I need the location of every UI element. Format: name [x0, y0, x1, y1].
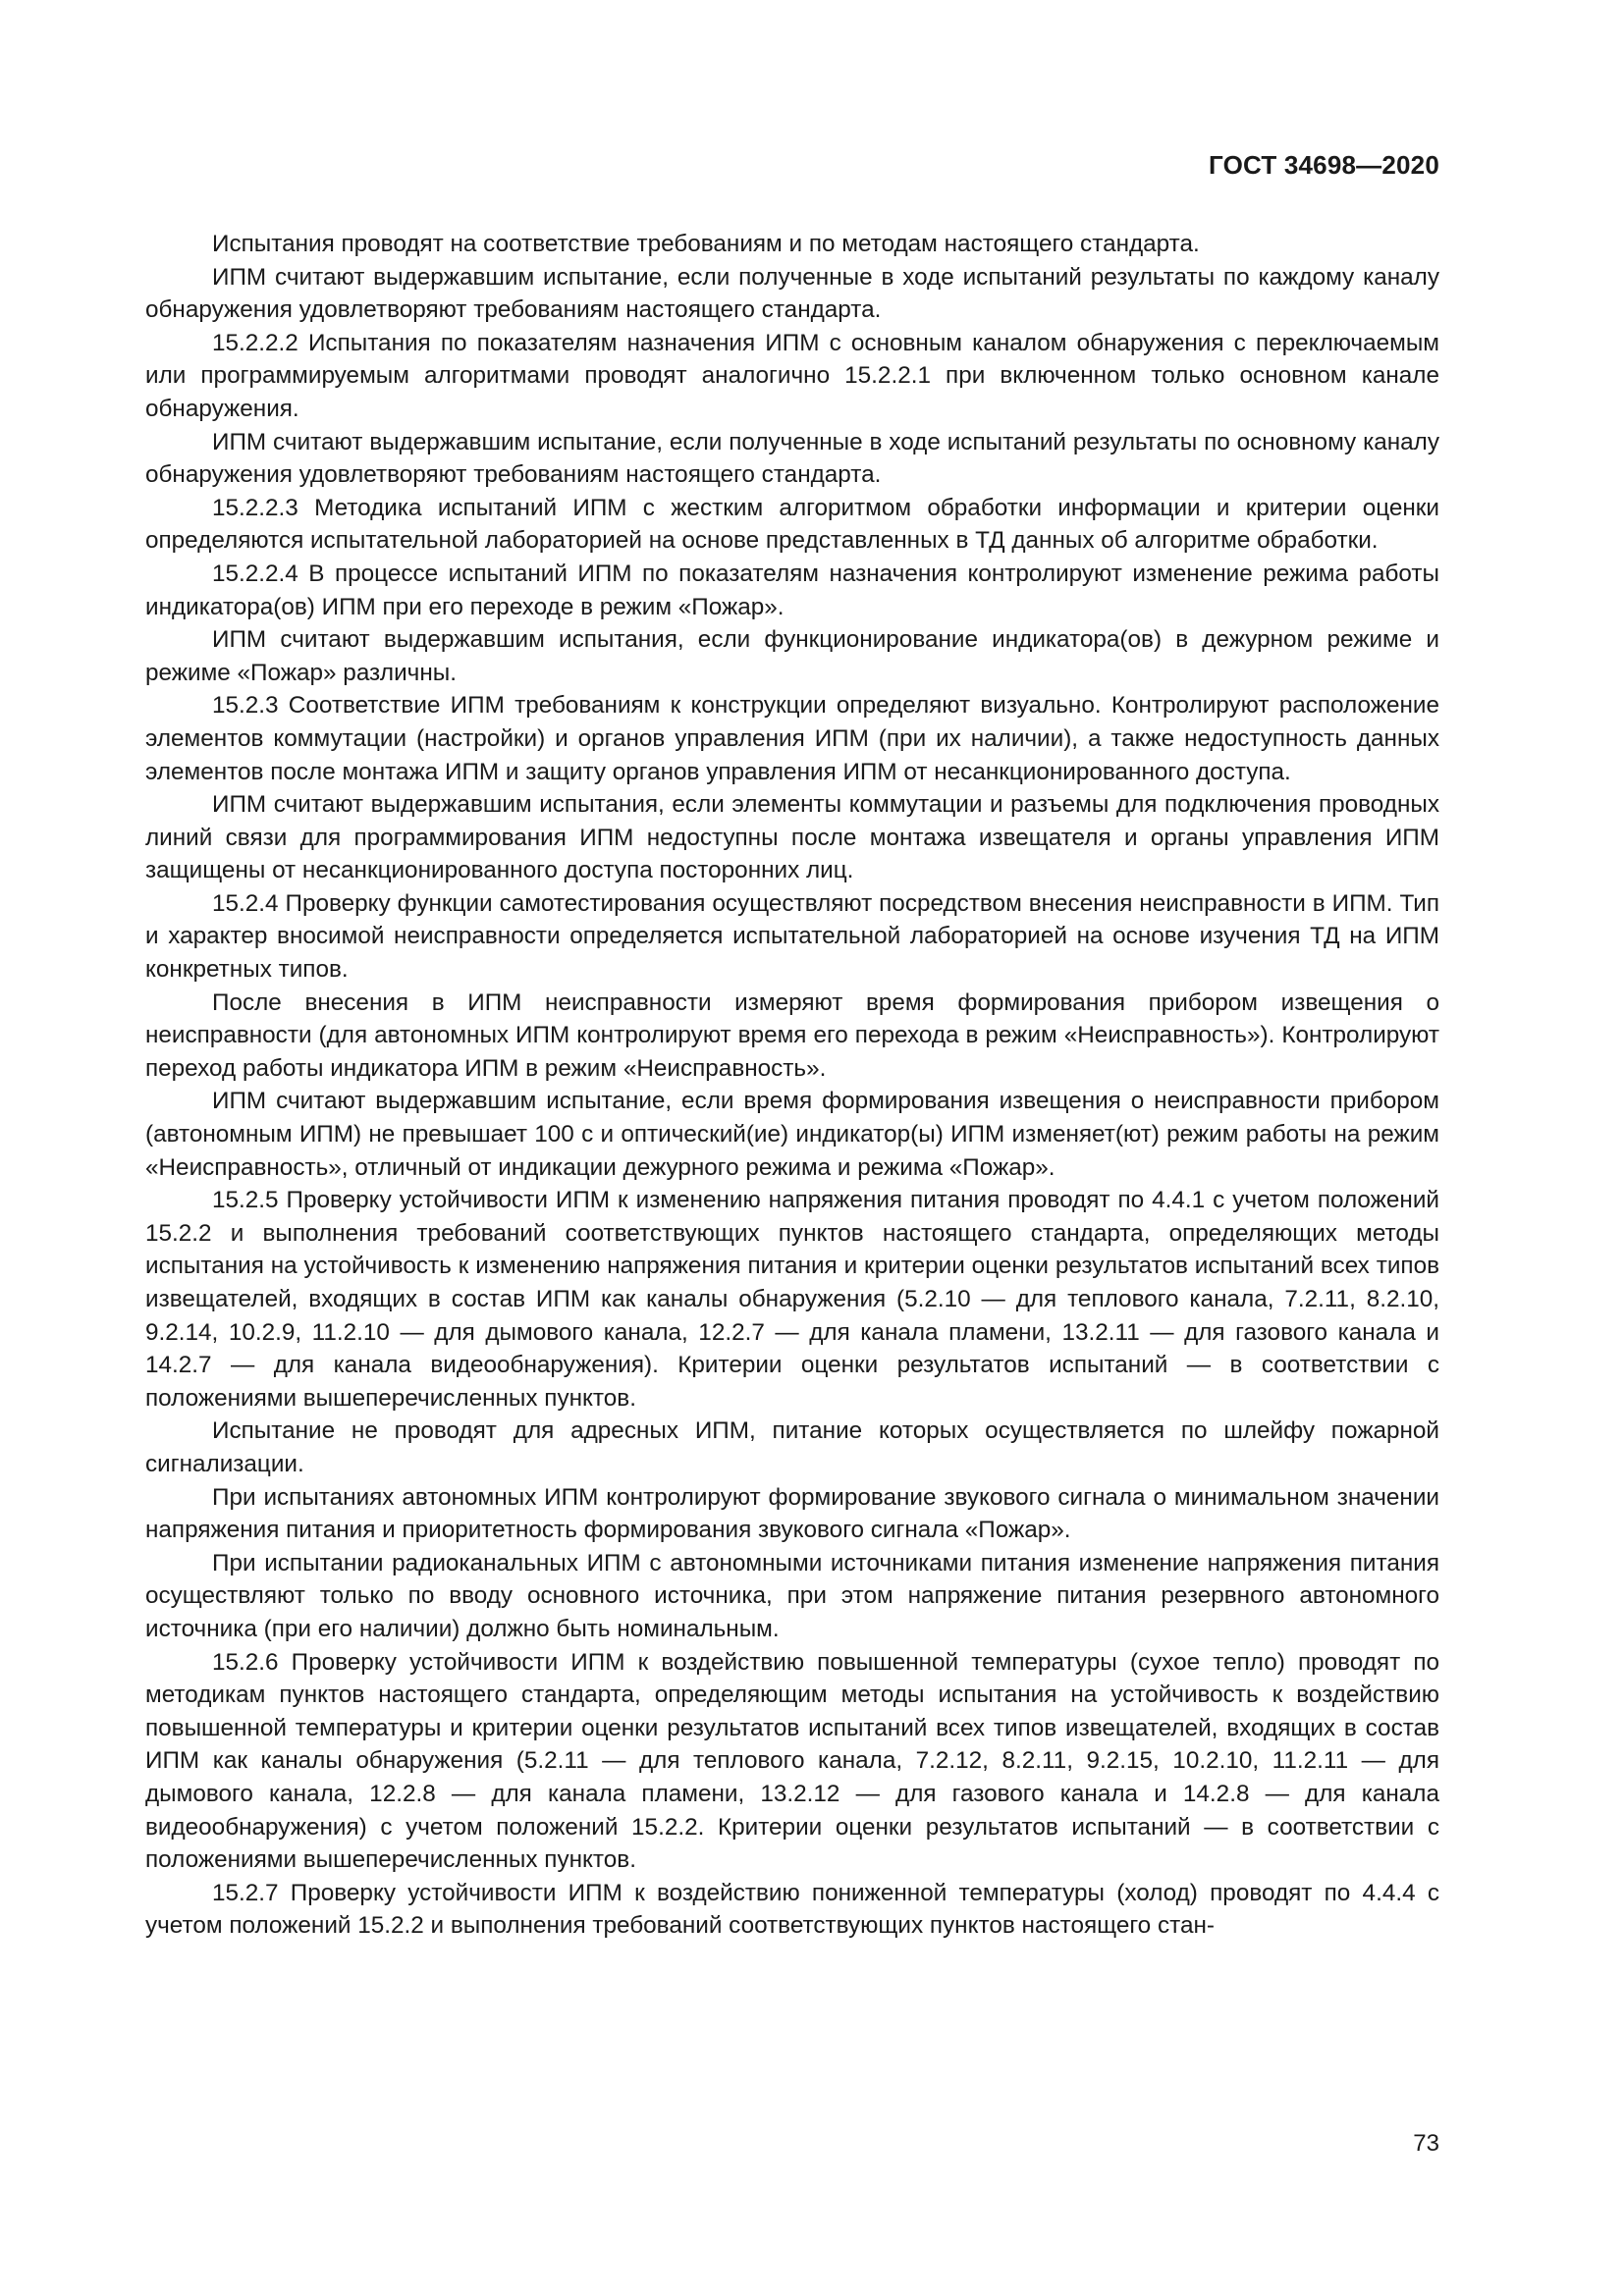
paragraph: 15.2.2.2 Испытания по показателям назначения ИПМ с основным каналом обнаружения с переключаемым или программируемым алгоритмами проводят аналогично 15.2.2.1 при включенном только основном канале обнаружения.	[145, 329, 1439, 422]
paragraph: 15.2.3 Соответствие ИПМ требованиям к конструкции определяют визуально. Контролируют расположение элементов коммутации (настройки) и органов управления ИПМ (при их наличии), а также недоступность данных элементов после монтажа ИПМ и защиту органов управления ИПМ от несанкционированного доступа.	[145, 692, 1439, 785]
paragraph: 15.2.6 Проверку устойчивости ИПМ к воздействию повышенной температуры (сухое тепло) проводят по методикам пунктов настоящего стандарта, определяющим методы испытания на устойчивость к воздействию повышенной температуры и критерии оценки результатов испытаний всех типов извещателей, входящих в состав ИПМ как каналы обнаружения (5.2.11 — для теплового канала, 7.2.12, 8.2.11, 9.2.15, 10.2.10, 11.2.11 — для дымового канала, 12.2.8 — для канала пламени, 13.2.12 — для газового канала и 14.2.8 — для канала видеообнаружения) с учетом положений 15.2.2. Критерии оценки результатов испытаний — в соответствии с положениями вышеперечисленных пунктов.	[145, 1648, 1439, 1874]
paragraph: 15.2.7 Проверку устойчивости ИПМ к воздействию пониженной температуры (холод) проводят по 4.4.4 с учетом положений 15.2.2 и выполнения требований соответствующих пунктов настоящего стан-	[145, 1879, 1439, 1940]
paragraph: ИПМ считают выдержавшим испытание, если полученные в ходе испытаний результаты по каждому каналу обнаружения удовлетворяют требованиям настоящего стандарта.	[145, 263, 1439, 324]
paragraph: После внесения в ИПМ неисправности измеряют время формирования прибором извещения о неисправности (для автономных ИПМ контролируют время его перехода в режим «Неисправность»). Контролируют переход работы индикатора ИПМ в режим «Неисправность».	[145, 988, 1439, 1082]
body-text	[145, 228, 1439, 1943]
paragraph: ИПМ считают выдержавшим испытание, если полученные в ходе испытаний результаты по основному каналу обнаружения удовлетворяют требованиям настоящего стандарта.	[145, 428, 1439, 489]
paragraph: При испытаниях автономных ИПМ контролируют формирование звукового сигнала о минимальном значении напряжения питания и приоритетность формирования звукового сигнала «Пожар».	[145, 1483, 1439, 1544]
paragraph: ИПМ считают выдержавшим испытание, если время формирования извещения о неисправности прибором (автономным ИПМ) не превышает 100 с и оптический(ие) индикатор(ы) ИПМ изменяет(ют) режим работы на режим «Неисправность», отличный от индикации дежурного режима и режима «Пожар».	[145, 1088, 1439, 1181]
paragraph: 15.2.2.4 В процессе испытаний ИПМ по показателям назначения контролируют изменение режима работы индикатора(ов) ИПМ при его переходе в режим «Пожар».	[145, 560, 1439, 620]
paragraph: ИПМ считают выдержавшим испытания, если элементы коммутации и разъемы для подключения проводных линий связи для программирования ИПМ недоступны после монтажа извещателя и органы управления ИПМ защищены от несанкционированного доступа посторонних лиц.	[145, 791, 1439, 884]
paragraph: 15.2.4 Проверку функции самотестирования осуществляют посредством внесения неисправности в ИПМ. Тип и характер вносимой неисправности определяется испытательной лабораторией на основе изучения ТД на ИПМ конкретных типов.	[145, 889, 1439, 984]
paragraph: При испытании радиоканальных ИПМ с автономными источниками питания изменение напряжения питания осуществляют только по вводу основного источника, при этом напряжение питания резервного автономного источника (при его наличии) должно быть номинальным.	[145, 1549, 1439, 1642]
paragraph: Испытания проводят на соответствие требованиям и по методам настоящего стандарта.	[212, 231, 1200, 257]
paragraph: ИПМ считают выдержавшим испытания, если функционирование индикатора(ов) в дежурном режиме и режиме «Пожар» различны.	[145, 626, 1439, 686]
page-number: 73	[1413, 2130, 1439, 2157]
paragraph: Испытание не проводят для адресных ИПМ, питание которых осуществляется по шлейфу пожарной сигнализации.	[145, 1417, 1439, 1477]
standard-header: ГОСТ 34698—2020	[1209, 150, 1439, 180]
paragraph: 15.2.2.3 Методика испытаний ИПМ с жестким алгоритмом обработки информации и критерии оценки определяются испытательной лабораторией на основе представленных в ТД данных об алгоритме обработки.	[145, 494, 1439, 555]
paragraph: 15.2.5 Проверку устойчивости ИПМ к изменению напряжения питания проводят по 4.4.1 с учетом положений 15.2.2 и выполнения требований соответствующих пунктов настоящего стандарта, определяющих методы испытания на устойчивость к изменению напряжения питания и критерии оценки результатов испытаний всех типов извещателей, входящих в состав ИПМ как каналы обнаружения (5.2.10 — для теплового канала, 7.2.11, 8.2.10, 9.2.14, 10.2.9, 11.2.10 — для дымового канала, 12.2.7 — для канала пламени, 13.2.11 — для газового канала и 14.2.7 — для канала видеообнаружения). Критерии оценки результатов испытаний — в соответствии с положениями вышеперечисленных пунктов.	[145, 1187, 1439, 1412]
